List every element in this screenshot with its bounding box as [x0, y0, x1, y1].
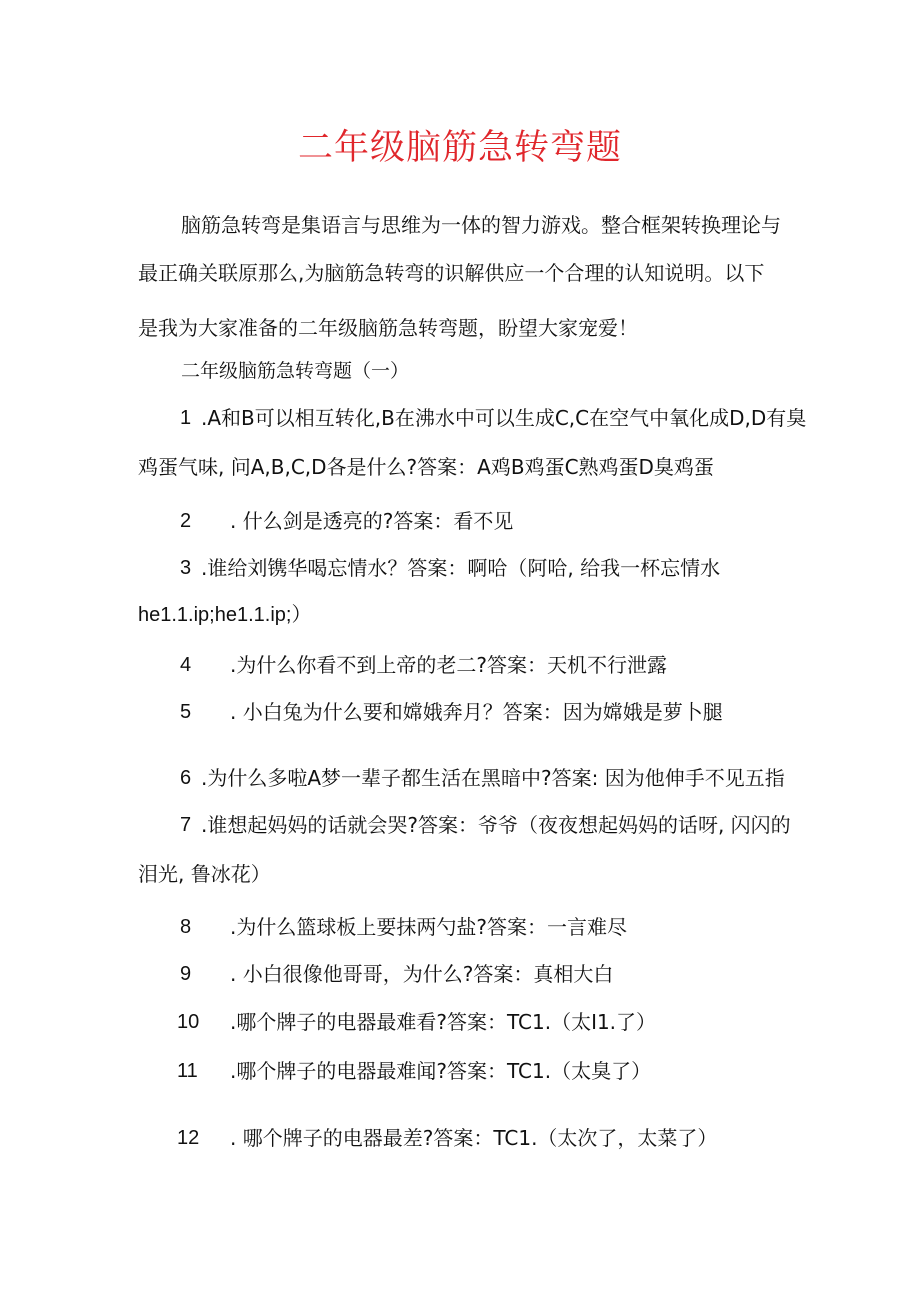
- item-text: .为什么篮球板上要抹两勺盐?答案：一言难尽: [230, 915, 627, 939]
- item-text: . 哪个牌子的电器最差?答案：TC1.（太次了，太菜了）: [230, 1126, 718, 1150]
- item-text: .哪个牌子的电器最难闻?答案：TC1.（太臭了）: [230, 1059, 652, 1083]
- item-number: 3: [180, 557, 192, 579]
- item-text: . 什么剑是透亮的?答案：看不见: [230, 509, 514, 533]
- item-number: 6: [180, 767, 192, 789]
- item-text: .为什么你看不到上帝的老二?答案：天机不行泄露: [230, 653, 667, 677]
- item-number: 7: [180, 814, 192, 836]
- item-text: .谁给刘镌华喝忘情水？答案：啊哈（阿哈, 给我一杯忘情水: [201, 556, 721, 580]
- item-number: 12: [177, 1127, 200, 1149]
- section-heading: 二年级脑筋急转弯题（一）: [181, 360, 410, 382]
- item-text: . 小白很像他哥哥，为什么?答案：真相大白: [230, 962, 614, 986]
- item-text: 鸡蛋气味, 问A,B,C,D各是什么?答案：A鸡B鸡蛋C熟鸡蛋D臭鸡蛋: [138, 455, 714, 479]
- item-number: 1: [180, 407, 192, 429]
- intro-line: 最正确关联原那么,为脑筋急转弯的识解供应一个合理的认知说明。以下: [138, 261, 765, 285]
- intro-line: 脑筋急转弯是集语言与思维为一体的智力游戏。整合框架转换理论与: [181, 213, 781, 237]
- item-number: 9: [180, 963, 192, 985]
- item-number: 10: [177, 1011, 200, 1033]
- item-number: 11: [177, 1060, 198, 1082]
- item-number: 5: [180, 701, 192, 723]
- item-text: .为什么多啦A梦一辈子都生活在黑暗中?答案: 因为他伸手不见五指: [201, 766, 785, 790]
- item-text: he1.1.ip;he1.1.ip;）: [138, 604, 312, 626]
- intro-line: 是我为大家准备的二年级脑筋急转弯题，盼望大家宠爱！: [138, 316, 638, 340]
- item-number: 8: [180, 916, 192, 938]
- item-text: .哪个牌子的电器最难看?答案：TC1.（太I1.了）: [230, 1010, 657, 1034]
- item-text: 泪光, 鲁冰花）: [138, 862, 271, 886]
- page-title: 二年级脑筋急转弯题: [297, 128, 622, 168]
- item-text: .谁想起妈妈的话就会哭?答案：爷爷（夜夜想起妈妈的话呀, 闪闪的: [201, 813, 791, 837]
- item-text: . 小白兔为什么要和嫦娥奔月？答案：因为嫦娥是萝卜腿: [230, 700, 723, 724]
- item-number: 2: [180, 510, 192, 532]
- item-text: .A和B可以相互转化,B在沸水中可以生成C,C在空气中氧化成D,D有臭: [201, 406, 807, 430]
- item-number: 4: [180, 654, 192, 676]
